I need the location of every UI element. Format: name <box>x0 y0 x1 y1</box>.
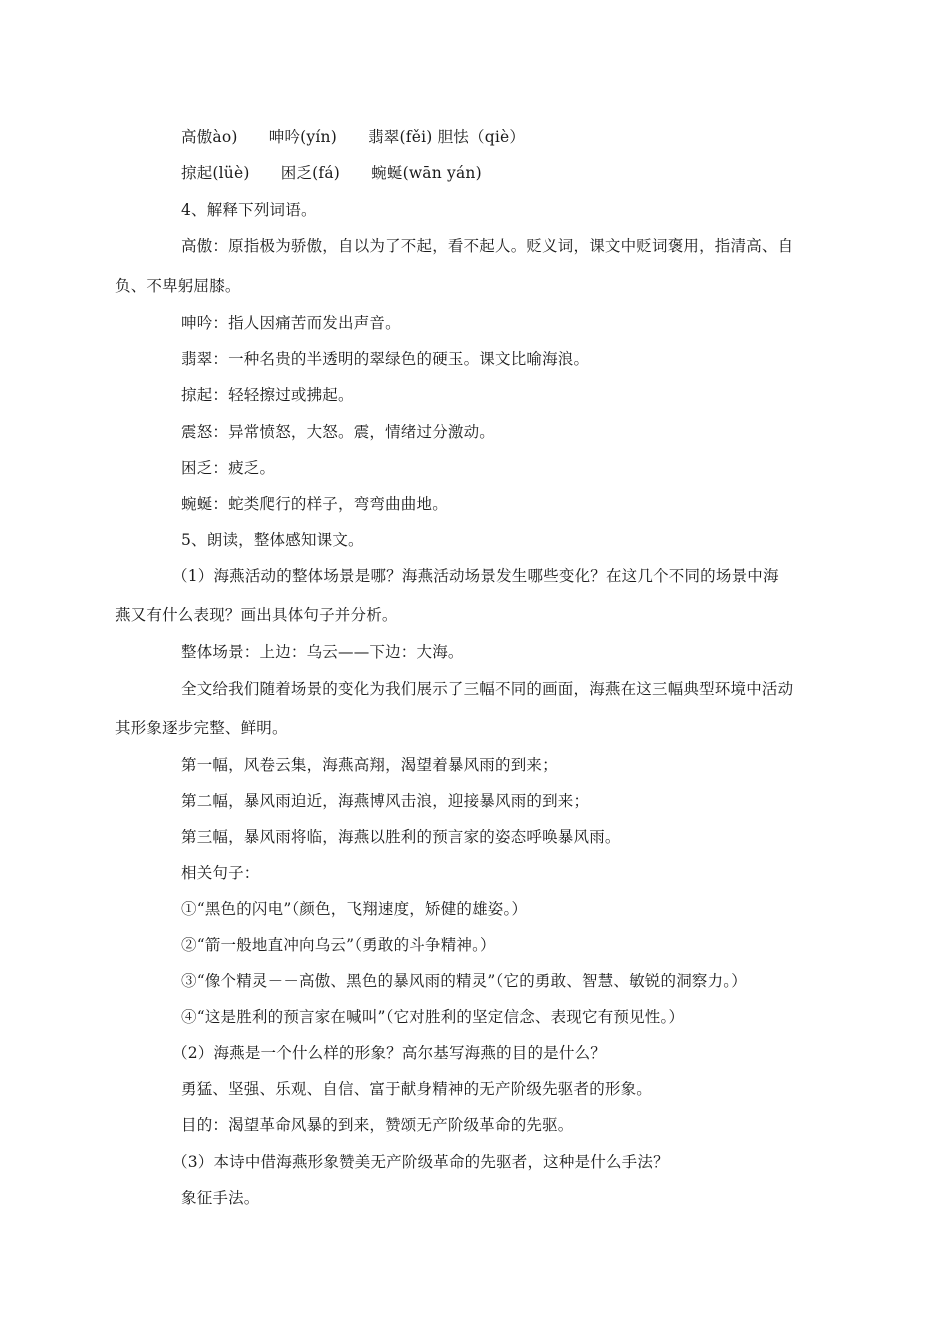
answer-method: 象征手法。 <box>181 1189 260 1207</box>
related-sentences-heading: 相关句子： <box>181 864 260 882</box>
question-5-2: （2）海燕是一个什么样的形象？高尔基写海燕的目的是什么？ <box>172 1044 606 1062</box>
pinyin-wanyan: 蜿蜒(wān yán) <box>371 164 482 182</box>
pinyin-row-2 <box>181 163 482 183</box>
definition-zhennu: 震怒：异常愤怒，大怒。震，情绪过分激动。 <box>181 423 496 441</box>
pinyin-gaoao: 高傲ào) <box>181 128 238 146</box>
scene-third: 第三幅，暴风雨将临，海燕以胜利的预言家的姿态呼唤暴风雨。 <box>181 828 621 846</box>
quote-1: ①“黑色的闪电”（颜色，飞翔速度，矫健的雄姿。） <box>181 900 528 918</box>
pinyin-row-1 <box>181 127 525 147</box>
question-5-3: （3）本诗中借海燕形象赞美无产阶级革命的先驱者，这种是什么手法？ <box>172 1153 669 1171</box>
answer-image: 勇猛、坚强、乐观、自信、富于献身精神的无产阶级先驱者的形象。 <box>181 1080 653 1098</box>
summary-line1: 全文给我们随着场景的变化为我们展示了三幅不同的画面，海燕在这三幅典型环境中活动 <box>181 680 794 698</box>
definition-feicui: 翡翠：一种名贵的半透明的翠绿色的硬玉。课文比喻海浪。 <box>181 350 590 368</box>
definition-shenyin: 呻吟：指人因痛苦而发出声音。 <box>181 314 401 332</box>
definition-gaoao-line1: 高傲：原指极为骄傲，自以为了不起，看不起人。贬义词，课文中贬词褒用，指清高、自 <box>181 237 794 255</box>
pinyin-shenyin: 呻吟(yín) <box>268 128 337 146</box>
quote-2: ②“箭一般地直冲向乌云”（勇敢的斗争精神。） <box>181 936 496 954</box>
pinyin-feicui-danqie: 翡翠(fěi) 胆怯（qiè） <box>368 128 526 146</box>
quote-3: ③“像个精灵－－高傲、黑色的暴风雨的精灵”（它的勇敢、智慧、敏锐的洞察力。） <box>181 972 747 990</box>
definition-gaoao-line2: 负、不卑躬屈膝。 <box>115 277 241 295</box>
question-4-heading: 4、解释下列词语。 <box>181 201 317 219</box>
definition-lueqi: 掠起：轻轻擦过或拂起。 <box>181 386 354 404</box>
pinyin-lueqi: 掠起(lüè) <box>181 164 250 182</box>
scene-first: 第一幅，风卷云集，海燕高翔，渴望着暴风雨的到来； <box>181 756 558 774</box>
quote-4: ④“这是胜利的预言家在喊叫”（它对胜利的坚定信念、表现它有预见性。） <box>181 1008 685 1026</box>
overall-scene: 整体场景：上边：乌云——下边：大海。 <box>181 643 464 661</box>
question-5-1-line1: （1）海燕活动的整体场景是哪？海燕活动场景发生哪些变化？在这几个不同的场景中海 <box>172 567 779 585</box>
definition-kunfa: 困乏：疲乏。 <box>181 459 276 477</box>
definition-wanyan: 蜿蜒：蛇类爬行的样子，弯弯曲曲地。 <box>181 495 448 513</box>
answer-purpose: 目的：渴望革命风暴的到来，赞颂无产阶级革命的先驱。 <box>181 1116 574 1134</box>
scene-second: 第二幅，暴风雨迫近，海燕博风击浪，迎接暴风雨的到来； <box>181 792 590 810</box>
question-5-1-line2: 燕又有什么表现？画出具体句子并分析。 <box>115 606 398 624</box>
question-5-heading: 5、朗读，整体感知课文。 <box>181 531 364 549</box>
summary-line2: 其形象逐步完整、鲜明。 <box>115 719 288 737</box>
pinyin-kunfa: 困乏(fá) <box>280 164 341 182</box>
